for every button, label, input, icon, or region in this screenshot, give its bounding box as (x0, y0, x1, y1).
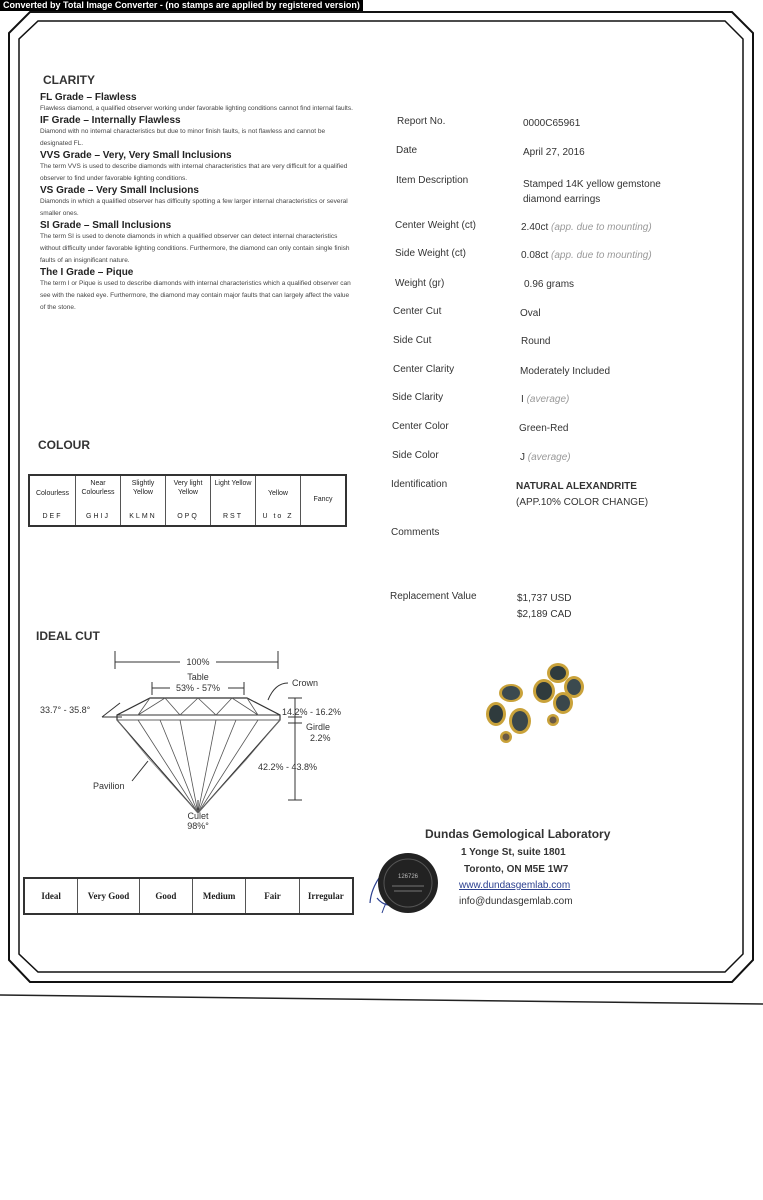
cut-grade-medium: Medium (192, 879, 245, 913)
colour-cell-slightly-yellow: Slightly Yellow KLMN (120, 476, 165, 525)
grade-vs-text: Diamonds in which a qualified observer has difficulty spotting a few larger internal characteristics or several smaller ones. (40, 198, 348, 217)
side-clarity-note: (average) (526, 394, 570, 405)
colour-cell-light-yellow: Light Yellow RST (210, 476, 255, 525)
earrings-photo (478, 658, 598, 758)
label-crown: Crown (292, 678, 319, 688)
grade-si-text: The term SI is used to denote diamonds in which a qualified observer can detect internal characteristics without difficulty under favorable lighting conditions. Furthermore, the diamond can only contain single finish faults of an insignificant nature. (40, 233, 350, 264)
center-cut-label: Center Cut (393, 306, 442, 317)
label-pavilion: Pavilion (93, 781, 125, 791)
label-table: Table (187, 672, 209, 682)
label-pavilion-depth: 42.2% - 43.8% (258, 762, 318, 772)
colour-scale-table (28, 474, 347, 527)
grade-fl-text: Flawless diamond, a qualified observer working under favorable lighting conditions cannot find internal faults. (40, 105, 353, 112)
center-color-label: Center Color (392, 421, 449, 432)
comments-label: Comments (391, 527, 440, 538)
lab-seal (362, 843, 452, 923)
label-girdle-pct: 2.2% (310, 733, 331, 743)
report-no-label: Report No. (397, 116, 446, 127)
identification-note: (APP.10% COLOR CHANGE) (516, 497, 649, 508)
side-weight-label: Side Weight (ct) (395, 248, 466, 259)
ideal-cut-diagram (20, 645, 360, 835)
side-cut-label: Side Cut (393, 335, 432, 346)
center-weight-label: Center Weight (ct) (395, 220, 476, 231)
grade-if-title: IF Grade – Internally Flawless (40, 115, 181, 126)
colour-cell-near-colourless: Near Colourless GHIJ (75, 476, 120, 525)
converter-banner: Converted by Total Image Converter - (no stamps are applied by registered version) (0, 0, 363, 11)
cut-grade-very-good: Very Good (77, 879, 138, 913)
grade-if-text: Diamond with no internal characteristics but due to minor finish faults, is not flawless and cannot be designated FL. (40, 128, 326, 147)
clarity-title: CLARITY (43, 73, 95, 87)
side-clarity-value: I (521, 394, 524, 405)
center-weight-note: (app. due to mounting) (551, 222, 652, 233)
lab-email: info@dundasgemlab.com (459, 896, 573, 907)
cut-grade-irregular: Irregular (299, 879, 352, 913)
replacement-value-usd: $1,737 USD (517, 593, 572, 604)
center-clarity-value: Moderately Included (520, 366, 611, 377)
lab-name: Dundas Gemological Laboratory (425, 827, 611, 841)
lab-address2: Toronto, ON M5E 1W7 (464, 864, 569, 875)
side-clarity-label: Side Clarity (392, 392, 444, 403)
center-weight-value: 2.40ct (521, 222, 549, 233)
identification-label: Identification (391, 479, 448, 490)
grade-vvs-title: VVS Grade – Very, Very Small Inclusions (40, 150, 232, 161)
side-weight-value: 0.08ct (521, 250, 549, 261)
grade-vvs-text: The term VVS is used to describe diamonds with internal characteristics that are very difficult for a qualified observer to find under favorable lighting conditions. (40, 163, 348, 182)
cut-grade-ideal: Ideal (41, 891, 61, 901)
identification-value: NATURAL ALEXANDRITE (516, 481, 637, 492)
label-culet: Culet (187, 811, 209, 821)
side-color-value: J (520, 452, 525, 463)
clarity-grades (40, 92, 355, 314)
colour-cell-fancy: Fancy (300, 476, 345, 525)
center-clarity-label: Center Clarity (393, 364, 455, 375)
item-description-label: Item Description (396, 175, 469, 186)
date-label: Date (396, 145, 418, 156)
grade-fl-title: FL Grade – Flawless (40, 92, 137, 103)
label-crown-height: 14.2% - 16.2% (282, 707, 342, 717)
grade-i-text: The term I or Pique is used to describe diamonds with internal characteristics which a qualified observer can see with the naked eye. Furthermore, the diamond may contain major faults that can largely affect the value of the stone. (40, 280, 351, 311)
item-description-value: Stamped 14K yellow gemstone diamond earrings (523, 179, 661, 205)
colour-cell-colourless: Colourless DEF (35, 490, 70, 520)
report-no-value: 0000C65961 (523, 118, 581, 129)
lab-address1: 1 Yonge St, suite 1801 (461, 847, 566, 858)
replacement-value-cad: $2,189 CAD (517, 609, 572, 620)
label-girdle: Girdle (306, 722, 331, 732)
side-color-note: (average) (527, 452, 571, 463)
grade-si-title: SI Grade – Small Inclusions (40, 220, 172, 231)
cut-grade-fair: Fair (245, 879, 298, 913)
colour-cell-very-light-yellow: Very light Yellow OPQ (165, 476, 210, 525)
grade-i-title: The I Grade – Pique (40, 267, 134, 278)
center-color-value: Green-Red (519, 423, 569, 434)
ideal-cut-title: IDEAL CUT (36, 629, 100, 643)
label-table-range: 53% - 57% (175, 683, 221, 693)
side-cut-value: Round (521, 336, 551, 347)
lab-website-link[interactable]: www.dundasgemlab.com (459, 880, 571, 891)
weight-gr-label: Weight (gr) (395, 278, 445, 289)
side-color-label: Side Color (392, 450, 439, 461)
weight-gr-value: 0.96 grams (524, 279, 575, 290)
cut-grade-table (23, 877, 354, 915)
center-cut-value: Oval (520, 308, 541, 319)
label-total: 100% (186, 657, 210, 667)
side-weight-note: (app. due to mounting) (551, 250, 652, 261)
replacement-value-label: Replacement Value (390, 591, 477, 602)
seal-number: 126726 (397, 874, 419, 880)
colour-title: COLOUR (38, 438, 90, 452)
colour-cell-yellow: Yellow U to Z (255, 476, 300, 525)
date-value: April 27, 2016 (523, 147, 585, 158)
label-crown-angle: 33.7° - 35.8° (40, 705, 91, 715)
cut-grade-good: Good (139, 879, 192, 913)
grade-vs-title: VS Grade – Very Small Inclusions (40, 185, 199, 196)
label-culet-pct: 98%° (187, 821, 209, 831)
